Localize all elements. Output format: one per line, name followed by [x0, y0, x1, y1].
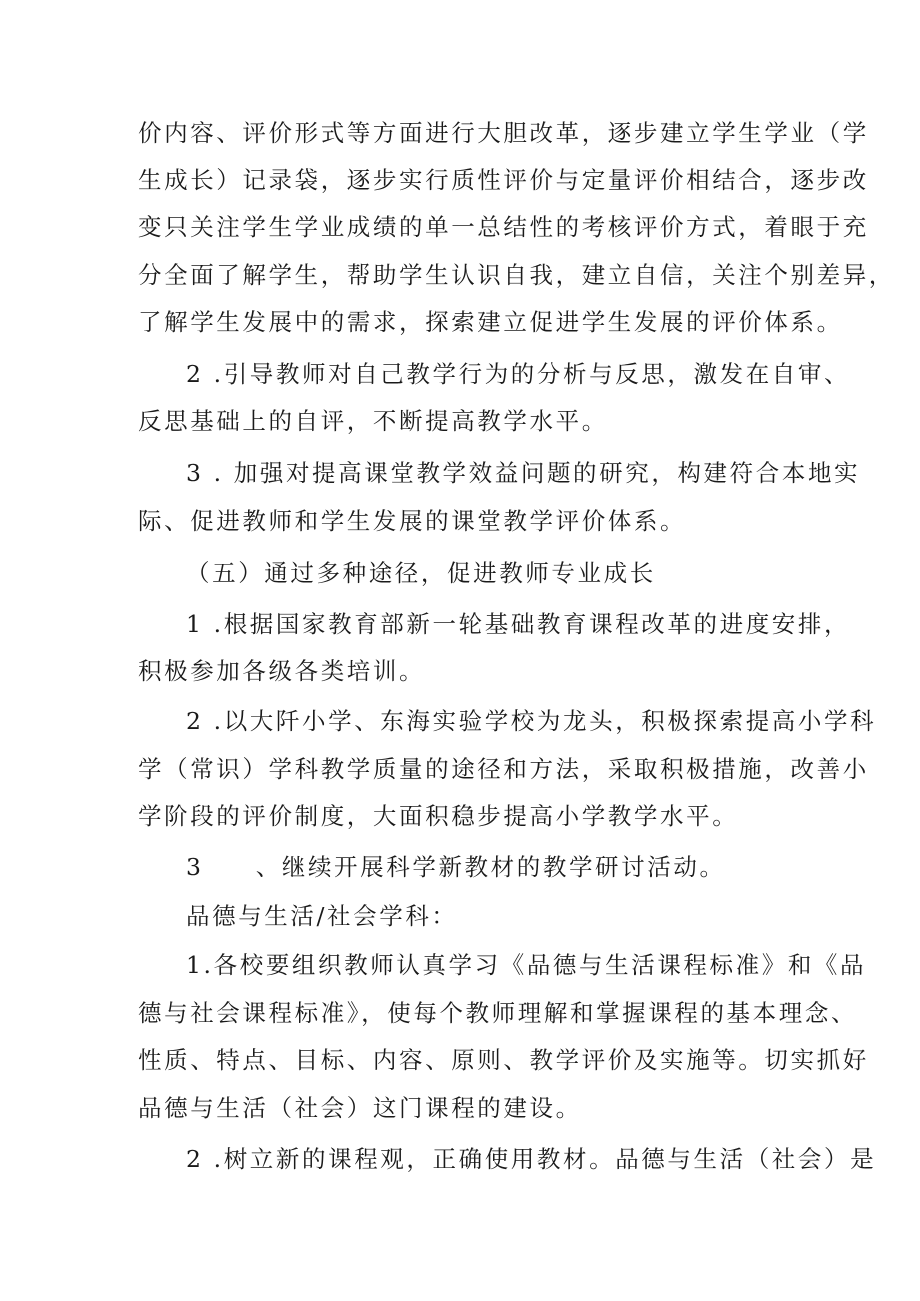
paragraph-line: 学阶段的评价制度，大面积稳步提高小学教学水平。 [138, 802, 739, 830]
paragraph-line: 学（常识）学科教学质量的途径和方法，采取积极措施，改善小 [138, 755, 869, 783]
paragraph-line: 2 .树立新的课程观，正确使用教材。品德与生活（社会）是 [186, 1145, 877, 1173]
paragraph-line: 反思基础上的自评，不断提高教学水平。 [138, 407, 608, 435]
paragraph-line: 2 .以大阡小学、东海实验学校为龙头，积极探索提高小学科 [186, 707, 877, 735]
paragraph-line: 际、促进教师和学生发展的课堂教学评价体系。 [138, 507, 687, 535]
paragraph-line: 性质、特点、目标、内容、原则、教学评价及实施等。切实抓好 [138, 1046, 869, 1074]
section-heading: （五）通过多种途径，促进教师专业成长 [186, 559, 656, 587]
paragraph-line: 分全面了解学生，帮助学生认识自我，建立自信，关注个别差异， [138, 261, 895, 289]
paragraph-line: 积极参加各级各类培训。 [138, 657, 426, 685]
paragraph-line: 生成长）记录袋，逐步实行质性评价与定量评价相结合，逐步改 [138, 166, 869, 194]
paragraph-line: 2 .引导教师对自己教学行为的分析与反思，激发在自审、 [186, 360, 851, 388]
paragraph-line: 价内容、评价形式等方面进行大胆改革，逐步建立学生学业（学 [138, 119, 869, 147]
paragraph-line: 变只关注学生学业成绩的单一总结性的考核评价方式，着眼于充 [138, 213, 869, 241]
paragraph-line: 品德与生活（社会）这门课程的建设。 [138, 1094, 582, 1122]
section-heading: 品德与生活/社会学科： [186, 902, 458, 930]
paragraph-line: 德与社会课程标准》，使每个教师理解和掌握课程的基本理念、 [138, 999, 858, 1027]
paragraph-line: 3 、继续开展科学新教材的教学研讨活动。 [186, 853, 726, 881]
paragraph-line: 了解学生发展中的需求，探索建立促进学生发展的评价体系。 [138, 308, 843, 336]
paragraph-line: 1.各校要组织教师认真学习《品德与生活课程标准》和《品 [186, 951, 867, 979]
paragraph-line: 3 . 加强对提高课堂教学效益问题的研究，构建符合本地实 [186, 459, 861, 487]
paragraph-line: 1 .根据国家教育部新一轮基础教育课程改革的进度安排， [186, 610, 851, 638]
